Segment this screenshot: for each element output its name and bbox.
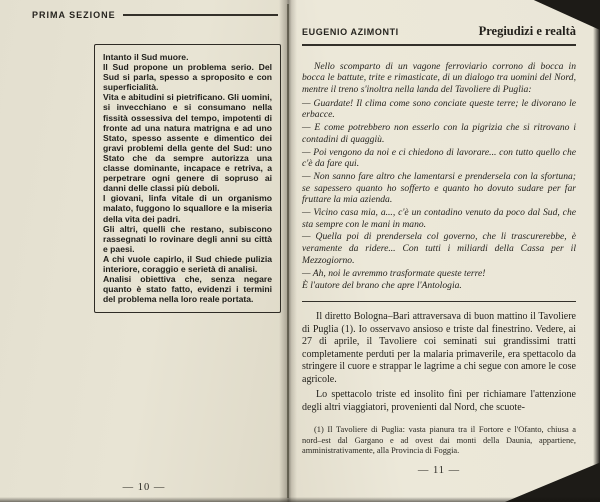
photo-dark-edge-bottom xyxy=(0,497,600,502)
epigraph-paragraph: I giovani, linfa vitale di un organismo malato, fuggono lo squallore e la miseria della vita dei padri. xyxy=(103,193,272,224)
running-head xyxy=(302,24,576,39)
quote-paragraph: Nello scomparto di un vagone ferroviario corrono di bocca in bocca le battute, trite e rimasticate, di un dialogo tra uomini del Nord, mentre il treno s'inoltra nella landa del Tavoliere di Puglia: xyxy=(302,60,576,95)
epigraph-paragraph: Il Sud propone un problema serio. Del Sud si parla, spesso a sproposito e con superficialità. xyxy=(103,62,272,93)
quote-paragraph: È l'autore del brano che apre l'Antologia. xyxy=(302,280,462,292)
section-header-label: PRIMA SEZIONE xyxy=(32,10,116,20)
left-page xyxy=(0,0,288,502)
section-header-row xyxy=(32,10,280,20)
right-page-number: — 11 — xyxy=(417,464,461,476)
section-header-rule xyxy=(123,14,278,16)
quote-paragraph: — E come potrebbero non esserlo con la pigrizia che si ritrovano i contadini di quaggiù. xyxy=(302,122,576,145)
chapter-title: Pregiudizi e realtà xyxy=(478,24,576,38)
epigraph-box xyxy=(94,44,281,313)
quote-paragraph: — Ah, noi le avremmo trasformate queste terre! xyxy=(302,267,486,279)
photo-dark-edge-right xyxy=(593,0,600,502)
body-paragraph: Lo spettacolo triste ed insolito finì per richiamare l'attenzione degli altri viaggiatori, provenienti dal Nord, che scuote- xyxy=(302,389,576,413)
quote-paragraph: — Poi vengono da noi e ci chiedono di lavorare... con tutto quello che c'è da fare qui. xyxy=(302,146,576,170)
quote-paragraph: — Guardate! Il clima come sono conciate queste terre; le divorano le erbacce. xyxy=(302,97,576,121)
quote-paragraph: — Vicino casa mia, a..., c'è un contadino venuto da poco dal Sud, che sta sempre con le mani in mano. xyxy=(302,207,576,230)
body-paragraph: Il diretto Bologna–Bari attraversava di buon mattino il Tavoliere di Puglia (1). Io osservavo ansioso e triste dal finestrino. Vedere, ai 27 di aprile, il Tavoliere coi seminati sui grandissimi tratti completamente perduti per la malaria primaverile, era spettacolo da stringere il cuore e strappar le lagrime a chi segue con amore le cose agricole. xyxy=(302,311,576,385)
author-name: EUGENIO AZIMONTI xyxy=(302,27,399,37)
right-page-content xyxy=(302,0,576,476)
section-divider-rule xyxy=(302,301,576,302)
left-page-number: — 10 — xyxy=(122,482,166,493)
footnote: (1) Il Tavoliere di Puglia: vasta pianura tra il Fortore e l'Ofanto, chiusa a nord–est dal Gargano e ad ovest dai monti della Daunia, appartiene, amministrativamente, alla Provincia di Foggia. xyxy=(302,425,576,455)
right-page xyxy=(288,0,600,502)
quote-paragraph: — Quella poi di prendersela col governo, che li trascurerebbe, è veramente da ridere... Con tutti i miliardi della Cassa per il Mezzogiorno. xyxy=(302,231,576,266)
epigraph-paragraph: Gli altri, quelli che restano, subiscono rassegnati lo rovinare degli anni su città e paesi. xyxy=(103,223,272,254)
epigraph-paragraph: A chi vuole capirlo, il Sud chiede pulizia interiore, coraggio e serietà di analisi. xyxy=(103,253,272,274)
epigraph-paragraph: Intanto il Sud muore. xyxy=(103,52,189,62)
epigraph-paragraph: Vita e abitudini si pietrificano. Gli uomini, si invecchiano e si consumano nella fissità ossessiva del tempo, impotenti di fronte ad una natura matrigna e ad uno Stato, spesso assente e dimentico dei gravi problemi della gente del Sud: uno Stato che da sempre autorizza una classe dominante, incapace e retriva, a perpetrare ogni genere di sopruso ai danni delle classi più deboli. xyxy=(103,92,272,194)
body-text xyxy=(302,311,576,414)
dialogue-quote xyxy=(302,61,576,292)
epigraph-paragraph: Analisi obiettiva che, senza negare quanto è stato fatto, evidenzi i termini del problema nella loro reale portata. xyxy=(103,274,272,305)
running-head-rule xyxy=(302,44,576,46)
quote-paragraph: — Non sanno fare altro che lamentarsi e prendersela con la sfortuna; se sapessero quanto ho sofferto e quanto ho dovuto sudare per far fruttare la mia azienda. xyxy=(302,170,576,206)
